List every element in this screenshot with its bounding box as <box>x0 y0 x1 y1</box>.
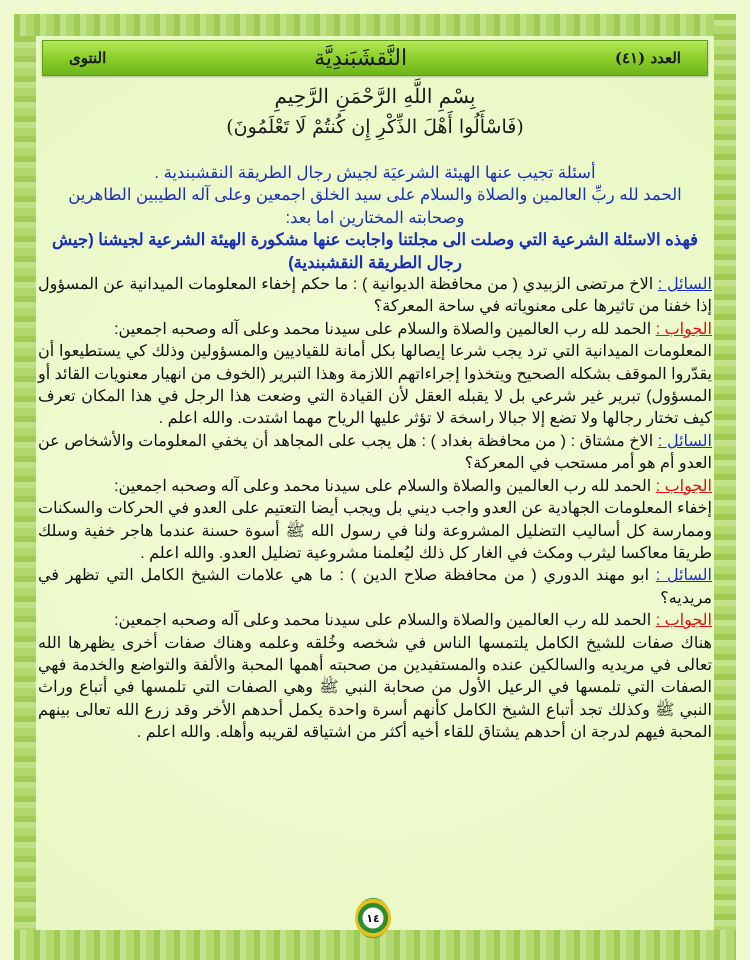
qa-item <box>38 274 712 431</box>
answer-text: هناك صفات للشيخ الكامل يلتمسها الناس في شخصه وخُلقه وعلمه وهناك صفات أخرى يظهرها الله تعالى في مريديه والسالكين عنده والمستفيدين من صحبته أهمها المحبة والألفة والتواضع والخدمة فهي الصفات التي تلمسها في الرعيل الأول من صحابة النبي ﷺ وهي الصفات التي تلمسها في أتباع وراث النبي ﷺ وكذلك تجد أتباع الشيخ الكامل كأنهم أسرة واحدة يكمل أحدهم الأخر وقد زرع الله تعالى بينهم المحبة فيهم لدرجة ان أحدهم يشتاق للقاء أخيه أكثر من اشتياقه لقريبه وأهله. والله اعلم . <box>38 634 712 742</box>
answer-label: الجواب : <box>655 612 712 630</box>
header-location: النتوى <box>69 49 107 67</box>
question-text: الاخ مرتضى الزبيدي ( من محافظة الديوانية ) : ما حكم إخفاء المعلومات الميدانية عن المسؤول إذا خفنا من تاثيرها على معنوياته في ساحة المعركة؟ <box>38 276 712 316</box>
article-body <box>38 162 712 745</box>
page-number: ١٤ <box>366 911 380 925</box>
answer-intro <box>38 319 712 341</box>
answer-intro-text: الحمد لله رب العالمين والصلاة والسلام على سيدنا محمد وعلى آله وصحبه اجمعين: <box>114 612 656 630</box>
basmala: بِسْمِ اللَّهِ الرَّحْمَنِ الرَّحِيمِ <box>274 84 476 108</box>
intro-praise: الحمد لله ربِّ العالمين والصلاة والسلام على سيد الخلق اجمعين وعلى آله الطيبين الطاهرين وصحابته المختارين اما بعد: <box>68 186 682 227</box>
answer-intro-text: الحمد لله رب العالمين والصلاة والسلام على سيدنا محمد وعلى آله وصحبه اجمعين: <box>114 477 656 495</box>
question <box>38 565 712 610</box>
intro-preface: فهذه الاسئلة الشرعية التي وصلت الى مجلتنا واجابت عنها مشكورة الهيئة الشرعية لجيشنا (جيش رجال الطريقة النقشبندية) <box>52 231 698 272</box>
issue-number: العدد (٤١) <box>614 49 681 67</box>
question <box>38 431 712 476</box>
answer-text: المعلومات الميدانية التي ترد يجب شرعا إيصالها بكل أمانة للقياديين والمسؤولين وذلك كي يستطيعوا أن يقدّروا الموقف بشكله الصحيح ويتخذوا إجراءاتهم اللازمة وهذا التبرير (الخوف من انهيار معنويات القائد أو المسؤول) تبرير غير شرعي بل لا يقبله العقل لأن القيادة التي وضعت هذا الرجل في هذا المكان تعرف كيف تختار رجالها ولا تضع إلا جبالا راسخة لا تؤثر عليها الرياح مهما اشتدت. والله اعلم . <box>38 343 713 428</box>
answer-intro-text: الحمد لله رب العالمين والصلاة والسلام على سيدنا محمد وعلى آله وصحبه اجمعين: <box>114 320 656 338</box>
quran-verse: (فَاسْأَلُوا أَهْلَ الذِّكْرِ إِن كُنتُمْ لَا تَعْلَمُونَ) <box>226 116 524 138</box>
intro-heading: أسئلة تجيب عنها الهيئة الشرعيَة لجيش رجال الطريقة النقشبندية . <box>154 164 596 182</box>
decorative-border-right <box>714 14 736 960</box>
question <box>38 274 712 319</box>
question-label: السائل : <box>657 432 713 450</box>
magazine-title: النَّقشَبَندِيَّة <box>314 45 408 71</box>
question-text: الاخ مشتاق : ( من محافظة بغداد ) : هل يجب على المجاهد أن يخفي المعلومات والأشخاص عن العدو أم هو أمر مستحب في المعركة؟ <box>38 432 712 473</box>
answer-text: إخفاء المعلومات الجهادية عن العدو واجب ديني بل ويجب أيضا التعتيم على العدو في الحركات والسكنات وممارسة كل أساليب التضليل المشروعة ولنا في رسول الله ﷺ أسوة حسنة عندما هاجر خفية وسلك طريقا معاكسا ليثرب ومكث في الغار كل ذلك ليُعلمنا مشروعية تضليل العدو. والله اعلم . <box>38 500 713 562</box>
answer-label: الجواب : <box>655 477 712 495</box>
question-text: ابو مهند الدوري ( من محافظة صلاح الدين ) : ما هي علامات الشيخ الكامل التي تظهر في مريديه؟ <box>38 567 712 607</box>
answer-intro <box>38 476 712 498</box>
question-label: السائل : <box>657 276 713 294</box>
question-label: السائل : <box>655 567 712 585</box>
answer-intro <box>38 610 712 632</box>
answer-label: الجواب : <box>655 320 712 338</box>
page-number-badge <box>355 898 391 938</box>
qa-item <box>38 431 712 565</box>
magazine-header-bar <box>42 40 708 76</box>
intro-block <box>38 162 712 274</box>
qa-item <box>38 565 712 744</box>
